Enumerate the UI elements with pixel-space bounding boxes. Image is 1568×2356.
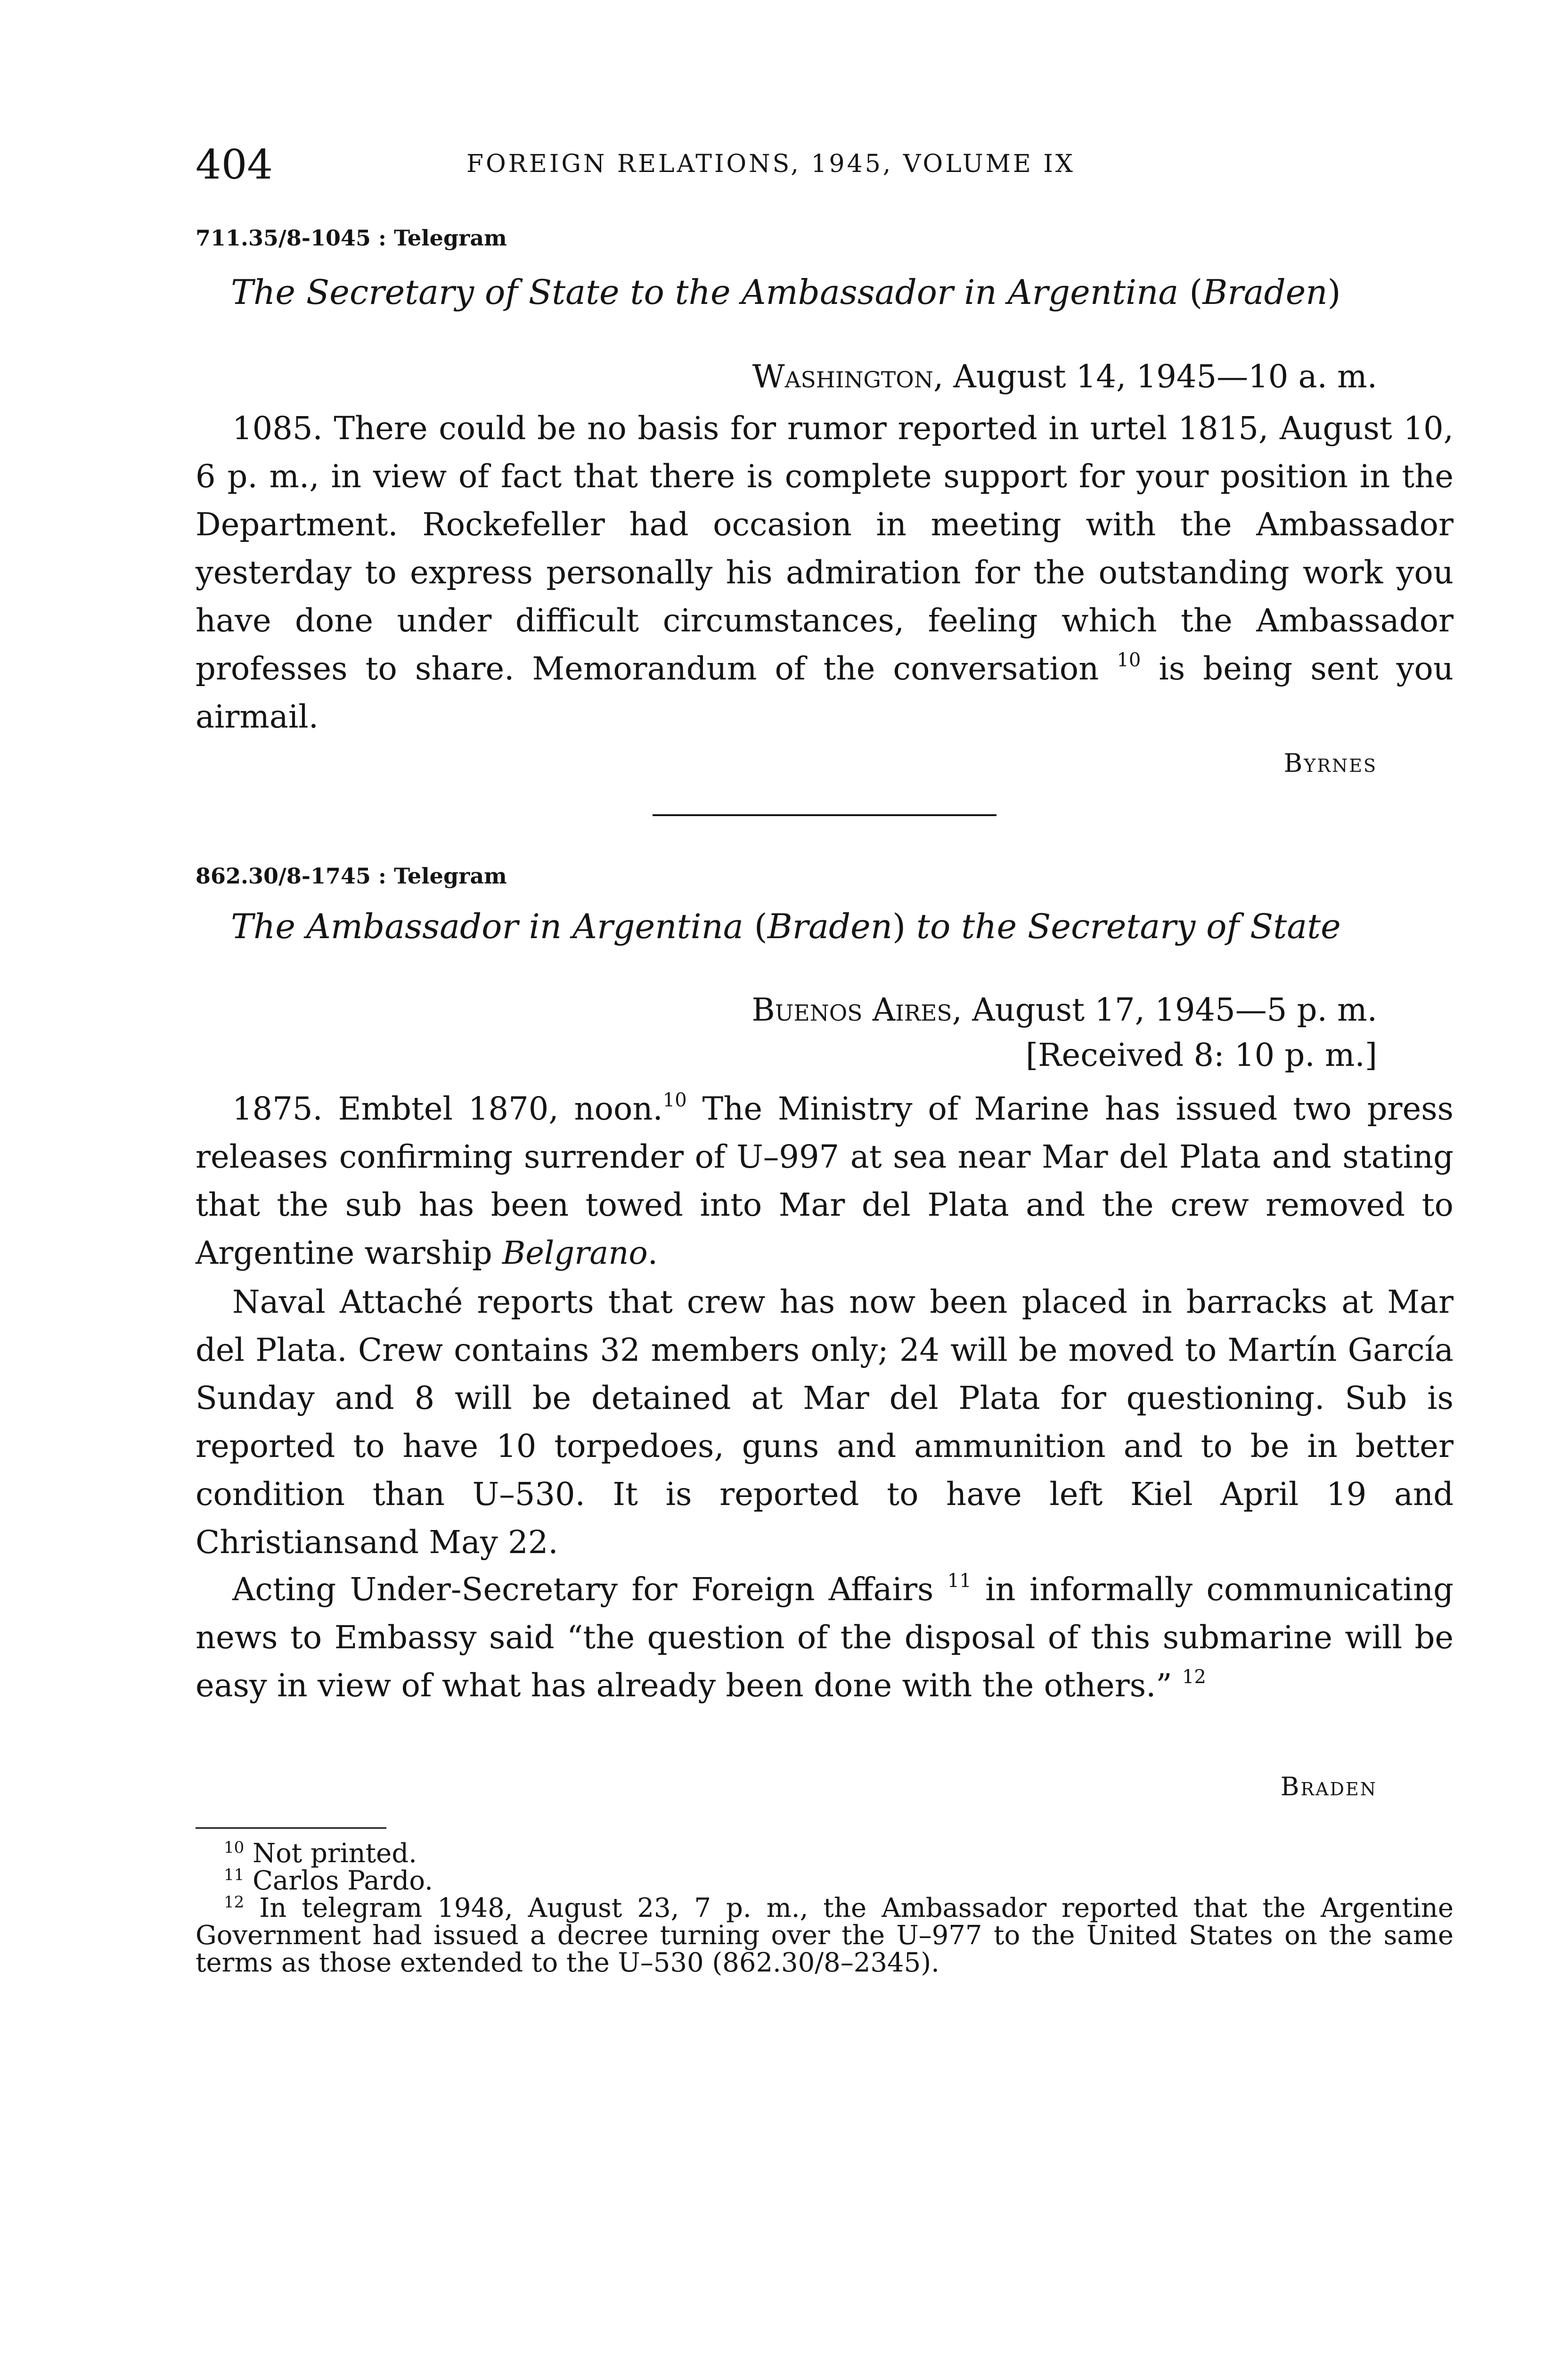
title-paren-close: ) bbox=[892, 907, 906, 946]
paragraph-text: Acting Under-Secretary for Foreign Affairs bbox=[232, 1571, 947, 1608]
footnote-text: In telegram 1948, August 23, 7 p. m., the Ambassador reported that the Argentine Government had issued a decree turning over the U–977 to the United States on the same terms as those extended to the U–530 (862.30/8–2345). bbox=[196, 1893, 1454, 1978]
title-paren-open: ( bbox=[1189, 272, 1203, 312]
body-paragraph bbox=[196, 1565, 1454, 1710]
paragraph-text: The Ministry of Marine has issued two press releases confirming surrender of U–997 at sea near Mar del Plata and stating that the sub has been towed into Mar del Plata and the crew removed to Argentine warship bbox=[196, 1090, 1454, 1271]
footnotes bbox=[196, 1840, 1454, 1977]
dateline-date: , August 14, 1945—10 a. m. bbox=[933, 358, 1377, 395]
footnote-text: Not printed. bbox=[244, 1838, 417, 1869]
paragraph-text: 1875. Embtel 1870, noon. bbox=[232, 1090, 663, 1127]
footnote-text: Carlos Pardo. bbox=[244, 1865, 433, 1896]
title-text: The Ambassador in Argentina bbox=[231, 907, 754, 946]
title-paren-open: ( bbox=[754, 907, 768, 946]
title-text: to the Secretary of State bbox=[906, 907, 1341, 946]
ship-name: Belgrano bbox=[502, 1235, 648, 1271]
footnote-ref: 12 bbox=[1182, 1666, 1206, 1688]
footnote-rule bbox=[196, 1827, 386, 1829]
body-paragraph bbox=[196, 1085, 1454, 1277]
footnote-ref: 10 bbox=[1117, 649, 1141, 671]
running-header: FOREIGN RELATIONS, 1945, VOLUME IX bbox=[466, 150, 1075, 178]
dateline bbox=[752, 358, 1377, 395]
footnote-ref: 11 bbox=[947, 1570, 972, 1592]
paragraph-text: is being sent you airmail. bbox=[196, 650, 1454, 735]
title-paren-close: ) bbox=[1327, 272, 1341, 312]
dateline bbox=[751, 991, 1377, 1028]
paragraph-text: Naval Attaché reports that crew has now been placed in barracks at Mar del Plata. Crew contains 32 members only; 24 will be moved to Martín García Sunday and 8 will be detained at Mar del Plata for questioning. Sub is reported to have 10 torpedoes, guns and ammunition and to be in better condition than U–530. It is reported to have left Kiel April 19 and Christiansand May 22. bbox=[196, 1284, 1454, 1561]
footnote bbox=[196, 1895, 1454, 1977]
file-reference: 862.30/8-1745 : Telegram bbox=[196, 863, 507, 889]
paragraph-text: . bbox=[647, 1235, 658, 1271]
title-text: The Secretary of State to the Ambassador in Argentina bbox=[231, 272, 1190, 312]
section-divider bbox=[653, 814, 996, 816]
received-line: [Received 8: 10 p. m.] bbox=[1025, 1037, 1377, 1073]
footnote-mark: 12 bbox=[224, 1893, 245, 1912]
footnote bbox=[196, 1867, 1454, 1895]
dateline-place: Buenos Aires bbox=[751, 991, 952, 1028]
footnote-ref: 10 bbox=[662, 1089, 687, 1111]
footnote bbox=[196, 1840, 1454, 1867]
paragraph-text: in informally communicating news to Embassy said “the question of the disposal of this submarine will be easy in view of what has already been done with the others.” bbox=[196, 1571, 1454, 1704]
signature: Braden bbox=[1280, 1772, 1377, 1801]
signature: Byrnes bbox=[1283, 748, 1377, 778]
file-reference: 711.35/8-1045 : Telegram bbox=[196, 225, 507, 251]
body-paragraph bbox=[196, 404, 1454, 741]
title-paren-name: Braden bbox=[1202, 272, 1328, 312]
document-title bbox=[231, 272, 1341, 312]
document-title bbox=[231, 907, 1341, 946]
paragraph-text: 1085. There could be no basis for rumor reported in urtel 1815, August 10, 6 p. m., in view of fact that there is complete support for your position in the Department. Rockefeller had occasion in meeting with the Ambassador yesterday to express personally his admiration for the outstanding work you have done under difficult circumstances, feeling which the Ambassador professes to share. Memorandum of the conversation bbox=[196, 410, 1454, 687]
body-paragraph bbox=[196, 1278, 1454, 1566]
footnote-mark: 10 bbox=[224, 1838, 245, 1857]
dateline-date: , August 17, 1945—5 p. m. bbox=[952, 991, 1377, 1028]
page-number: 404 bbox=[196, 141, 273, 188]
title-paren-name: Braden bbox=[767, 907, 893, 946]
dateline-place: Washington bbox=[752, 358, 933, 395]
footnote-mark: 11 bbox=[224, 1865, 245, 1884]
